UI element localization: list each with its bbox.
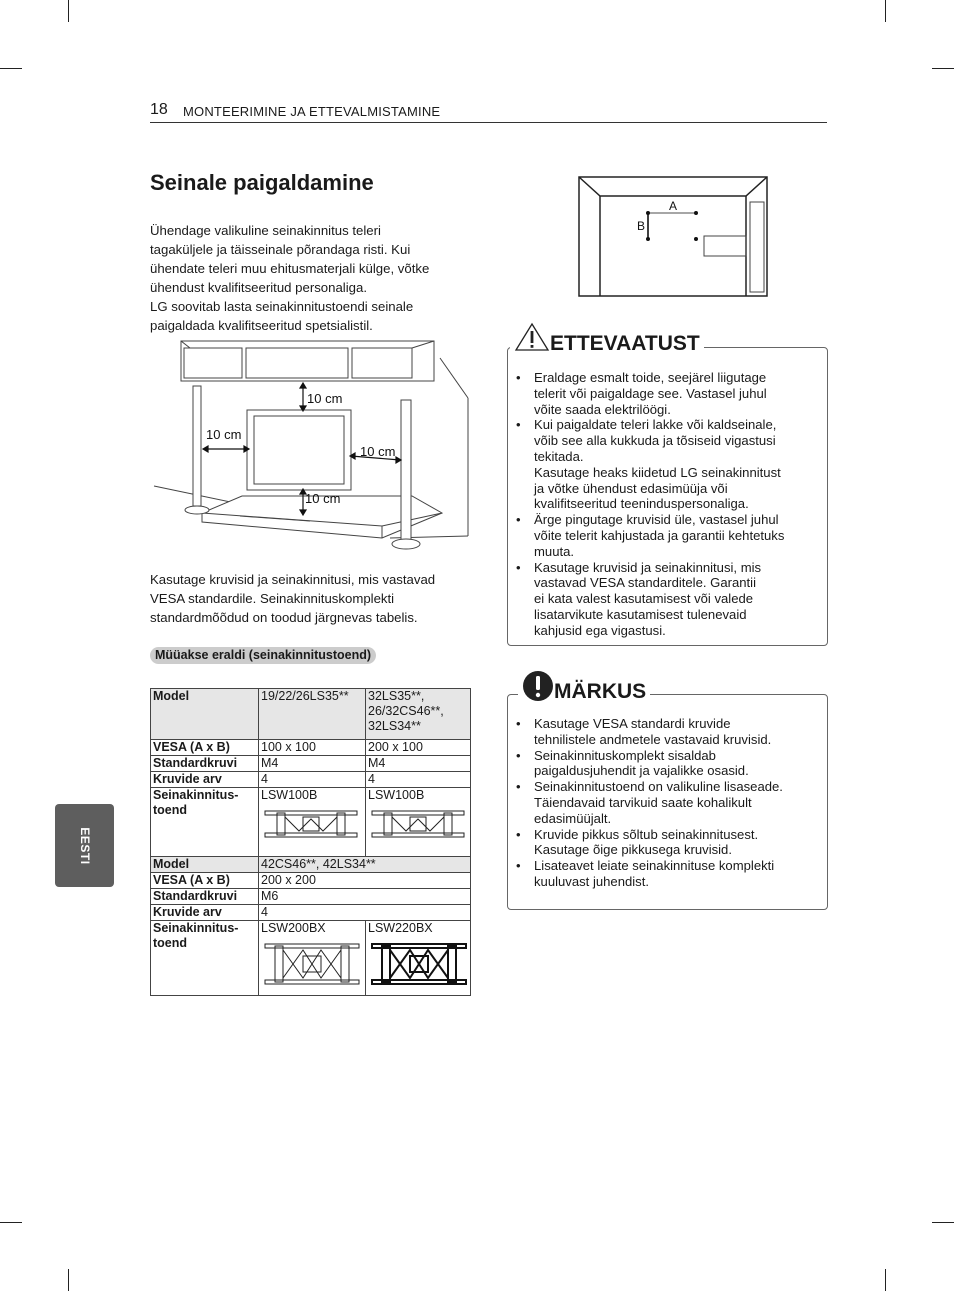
caution-heading — [510, 322, 704, 356]
note-list — [508, 716, 826, 890]
list-item: • Eraldage esmalt toide, seejärel liigutage telerit või paigaldage see. Vastasel juhul võite saada elektrilöögi. — [516, 370, 767, 417]
screw-label: Standardkruvi — [151, 889, 259, 905]
model-value: 42CS46**, 42LS34** — [259, 857, 471, 873]
table-row — [151, 889, 471, 905]
table-row — [151, 740, 471, 756]
clearance-top-label: 10 cm — [307, 391, 343, 406]
crop-mark — [885, 1269, 886, 1291]
table-row — [151, 921, 471, 996]
note-box — [507, 680, 828, 910]
note-title: MÄRKUS — [554, 680, 647, 703]
intro-line: LG soovitab lasta seinakinnitustoendi seinale — [150, 299, 414, 314]
mount-label — [151, 788, 259, 857]
model-value: 32LS35**, 26/32CS46**, 32LS34** — [366, 689, 471, 740]
crop-mark — [932, 1222, 954, 1223]
crop-mark — [885, 0, 886, 22]
wall-clearance-diagram — [150, 338, 472, 556]
spec-table-1 — [150, 688, 471, 996]
header-rule — [150, 122, 827, 123]
table-row — [151, 756, 471, 772]
dimension-b-label: B — [637, 219, 646, 233]
section-title: MONTEERIMINE JA ETTEVALMISTAMINE — [183, 104, 441, 119]
mount-cell — [259, 921, 366, 996]
mount-value: LSW100B — [368, 788, 425, 802]
sold-separately-tag: Müüakse eraldi (seinakinnitustoend) — [150, 647, 376, 664]
mount-value: LSW200BX — [261, 921, 326, 935]
mount-label-line: Seinakinnitus- — [153, 921, 239, 935]
mount-label-line: toend — [153, 803, 188, 817]
intro-line: paigaldada kvalifitseeritud spetsialistil. — [150, 318, 373, 333]
intro-line: tagaküljele ja täisseinale põrandaga risti. Kui — [150, 242, 411, 257]
count-label: Kruvide arv — [151, 772, 259, 788]
table-row — [151, 905, 471, 921]
wall-mount-bracket-icon — [370, 807, 466, 841]
model-value: 19/22/26LS35** — [259, 689, 366, 740]
caution-list — [508, 370, 826, 639]
count-value: 4 — [366, 772, 471, 788]
list-item: • Kasutage VESA standardi kruvide tehnilistele andmetele vastavaid kruvisid. — [516, 716, 772, 747]
vesa-line: VESA standardile. Seinakinnituskomplekti — [150, 591, 395, 606]
screw-value: M4 — [366, 756, 471, 772]
list-item: • Ärge pingutage kruvisid üle, vastasel juhul võite telerit kahjustada ja garantii kehtetuks muuta. — [516, 512, 785, 559]
warning-triangle-icon — [514, 322, 550, 352]
count-value: 4 — [259, 905, 471, 921]
table-row — [151, 857, 471, 873]
vesa-label: VESA (A x B) — [151, 740, 259, 756]
mount-label-line: Seinakinnitus- — [153, 788, 239, 802]
list-item: • Kruvide pikkus sõltub seinakinnitusest. Kasutage õige pikkusega kruvisid. — [516, 826, 759, 858]
vesa-value: 200 x 100 — [366, 740, 471, 756]
mount-cell — [366, 788, 471, 857]
mount-cell — [366, 921, 471, 996]
list-item: • Seinakinnituskomplekt sisaldab paigaldusjuhendit ja vajalikke osasid. — [516, 747, 749, 779]
caution-title: ETTEVAATUST — [550, 332, 700, 355]
screw-value: M6 — [259, 889, 471, 905]
screw-value: M4 — [259, 756, 366, 772]
page-number: 18 — [150, 101, 168, 118]
caution-box — [507, 332, 828, 646]
table-row — [151, 689, 471, 740]
model-label: Model — [151, 857, 259, 873]
screw-label: Standardkruvi — [151, 756, 259, 772]
mount-value: LSW220BX — [368, 921, 433, 935]
list-item: • Seinakinnitustoend on valikuline lisaseade. Täiendavaid tarvikuid saate kohalikult edasimüüjalt. — [516, 779, 783, 826]
crop-mark — [68, 0, 69, 22]
clearance-left-label: 10 cm — [206, 427, 242, 442]
dimension-a-label: A — [669, 199, 678, 213]
intro-line: ühendate teleri muu ehitusmaterjali külge, võtke — [150, 261, 430, 276]
crop-mark — [0, 1222, 22, 1223]
mount-label — [151, 921, 259, 996]
vesa-paragraph — [150, 570, 470, 627]
wall-mount-bracket-icon — [370, 940, 468, 988]
intro-line: ühendust kvalifitseeritud personaliga. — [150, 280, 367, 295]
vesa-value: 200 x 200 — [259, 873, 471, 889]
vesa-line: Kasutage kruvisid ja seinakinnitusi, mis vastavad — [150, 572, 436, 587]
note-heading — [518, 670, 650, 704]
crop-mark — [68, 1269, 69, 1291]
table-row — [151, 772, 471, 788]
mount-value: LSW100B — [261, 788, 318, 802]
clearance-right-label: 10 cm — [360, 444, 396, 459]
page-title: Seinale paigaldamine — [150, 170, 374, 195]
list-item: • Kasutage kruvisid ja seinakinnitusi, mis vastavad VESA standarditele. Garantii ei kata valest kasutamisest või valede lisatarvikute kasutamisest tulenevaid kahjusid ega vigastusi. — [516, 559, 762, 638]
clearance-bottom-label: 10 cm — [305, 491, 341, 506]
exclamation-circle-icon — [522, 670, 554, 702]
list-item: • Lisateavet leiate seinakinnituse komplekti kuuluvast juhendist. — [516, 858, 775, 889]
language-tab-label: EESTI — [78, 827, 92, 865]
intro-paragraph — [150, 221, 470, 335]
table-row — [151, 873, 471, 889]
count-value: 4 — [259, 772, 366, 788]
table-row — [151, 788, 471, 857]
wall-mount-bracket-icon — [263, 940, 361, 988]
wall-mount-bracket-icon — [263, 807, 359, 841]
vesa-value: 100 x 100 — [259, 740, 366, 756]
crop-mark — [932, 68, 954, 69]
mount-label-line: toend — [153, 936, 188, 950]
model-label: Model — [151, 689, 259, 740]
tv-back-diagram — [578, 176, 769, 298]
mount-cell — [259, 788, 366, 857]
list-item: • Kui paigaldate teleri lakke või kaldseinale, võib see alla kukkuda ja tõsiseid vigastusi tekitada. Kasutage heaks kiidetud LG seinakinnitust ja võtke ühendust edasimüüja või kvalifitseeritud teeninduspersonaliga. — [516, 417, 781, 512]
language-tab — [55, 804, 114, 887]
intro-line: Ühendage valikuline seinakinnitus teleri — [150, 223, 381, 238]
crop-mark — [0, 68, 22, 69]
count-label: Kruvide arv — [151, 905, 259, 921]
vesa-line: standardmõõdud on toodud järgnevas tabelis. — [150, 610, 418, 625]
vesa-label: VESA (A x B) — [151, 873, 259, 889]
